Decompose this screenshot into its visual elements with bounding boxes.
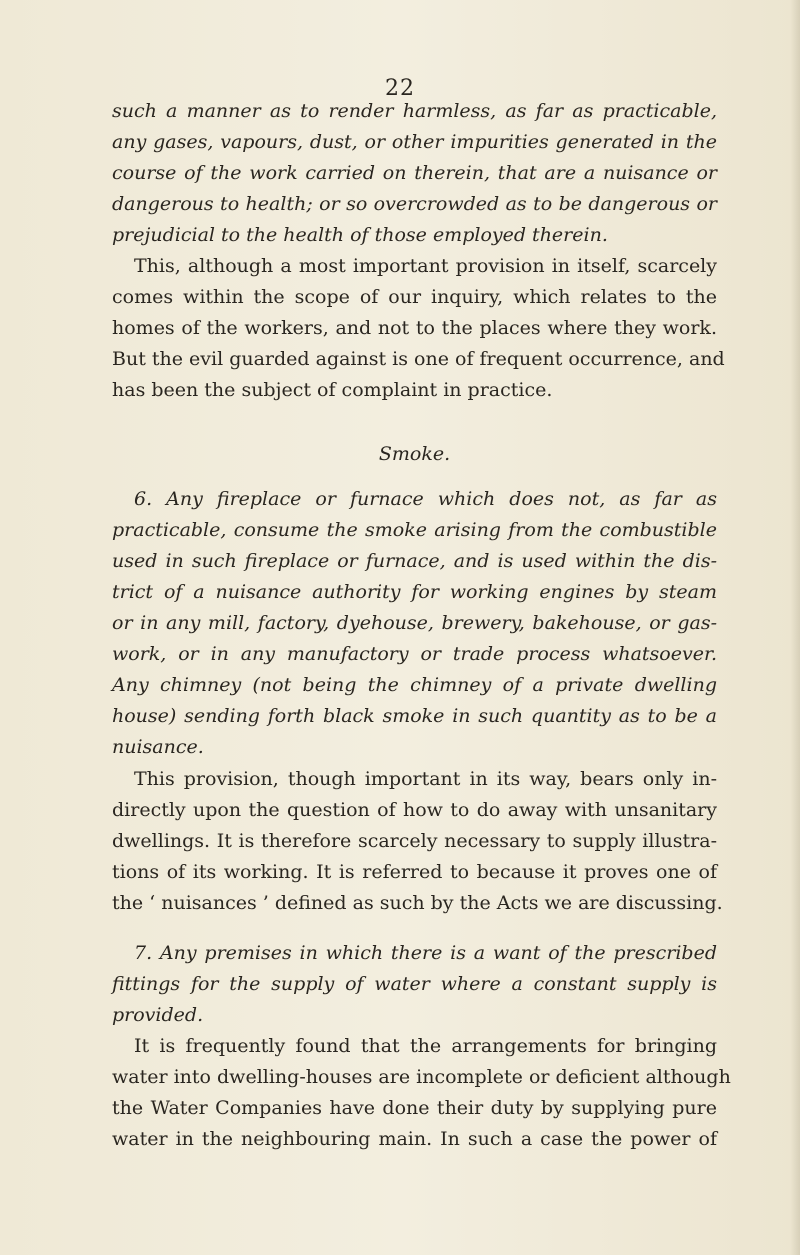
section-heading-smoke: Smoke. [378, 443, 451, 465]
text-line: This, although a most important provision in itself, scarcely [134, 255, 717, 277]
text-line: dwellings. It is therefore scarcely necessary to supply illustra- [112, 830, 717, 852]
text-line: work, or in any manufactory or trade process whatsoever. [112, 643, 717, 665]
text-line: course of the work carried on therein, that are a nuisance or [112, 162, 717, 184]
text-line: house) sending forth black smoke in such quantity as to be a [112, 705, 717, 727]
text-line: fittings for the supply of water where a constant supply is [112, 973, 717, 995]
paragraph-commentary-3 [112, 1031, 731, 1155]
paragraph-clause-7 [112, 938, 717, 1031]
text-line: used in such fireplace or furnace, and is used within the dis- [112, 550, 717, 572]
text-line: water into dwelling-houses are incomplete or deficient although [112, 1066, 731, 1088]
text-line: or in any mill, factory, dyehouse, brewery, bakehouse, or gas- [112, 612, 717, 634]
text-line: homes of the workers, and not to the places where they work. [112, 317, 717, 339]
paragraph-commentary-2 [112, 764, 723, 919]
text-line: 7. Any premises in which there is a want of the prescribed [134, 942, 717, 964]
text-line: trict of a nuisance authority for working engines by steam [112, 581, 717, 603]
text-line: the ‘ nuisances ’ defined as such by the Acts we are discussing. [112, 892, 723, 914]
text-line: 6. Any fireplace or furnace which does not, as far as [134, 488, 717, 510]
text-line: has been the subject of complaint in practice. [112, 379, 553, 401]
text-line: prejudicial to the health of those employed therein. [112, 224, 608, 246]
text-line: the Water Companies have done their duty by supplying pure [112, 1097, 717, 1119]
text-line: tions of its working. It is referred to because it proves one of [112, 861, 717, 883]
text-line: It is frequently found that the arrangements for bringing [134, 1035, 717, 1057]
section-heading [112, 439, 717, 470]
text-line: dangerous to health; or so overcrowded as to be dangerous or [112, 193, 717, 215]
text-line: But the evil guarded against is one of frequent occurrence, and [112, 348, 725, 370]
text-line: Any chimney (not being the chimney of a private dwelling [112, 674, 717, 696]
text-line: This provision, though important in its way, bears only in- [134, 768, 717, 790]
paragraph-clause-6 [112, 484, 717, 763]
text-line: such a manner as to render harmless, as far as practicable, [112, 100, 717, 122]
text-line: any gases, vapours, dust, or other impurities generated in the [112, 131, 717, 153]
page-edge-shadow [790, 0, 800, 1255]
paragraph-commentary-1 [112, 251, 725, 406]
text-line: water in the neighbouring main. In such a case the power of [112, 1128, 717, 1150]
text-line: practicable, consume the smoke arising from the combustible [112, 519, 717, 541]
text-line: comes within the scope of our inquiry, which relates to the [112, 286, 717, 308]
text-line: provided. [112, 1004, 204, 1026]
text-line: nuisance. [112, 736, 204, 758]
paragraph-nuisance-continuation [112, 96, 717, 251]
page-number: 22 [385, 76, 415, 101]
text-line: directly upon the question of how to do away with unsanitary [112, 799, 717, 821]
